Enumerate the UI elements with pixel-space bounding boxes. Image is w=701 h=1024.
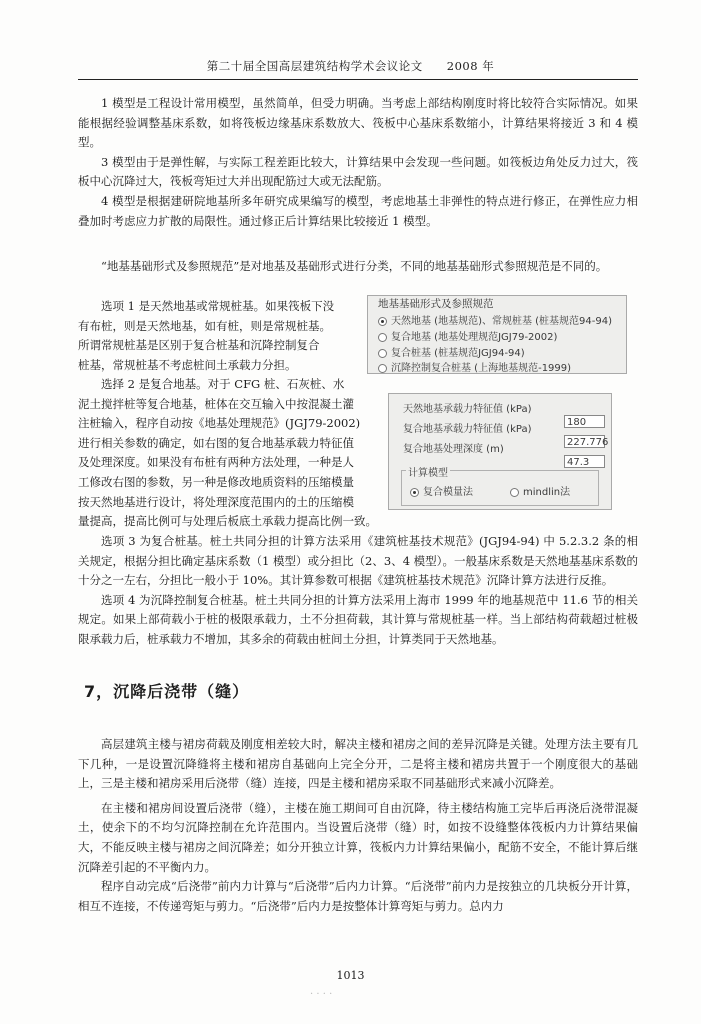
text-line: 有布桩，则是天然地基，如有桩，则是常规桩基。 — [78, 318, 331, 333]
field-label: 天然地基承载力特征值 (kPa) — [403, 404, 532, 415]
footer-watermark: · · · · — [310, 989, 333, 1000]
header-year: 2008 年 — [446, 59, 495, 73]
composite-foundation-dialog — [388, 393, 612, 510]
paragraph: 在主楼和裙房间设置后浇带（缝），主楼在施工期间可自由沉降，待主楼结构施工完毕后再浇后浇带混凝土，使余下的不均匀沉降控制在允许范围内。当设置后浇带（缝）时，如按不设缝整体筏板内力计算结果偏大，不能反映主楼与裙房之间沉降差；如分开独立计算，筏板内力计算结果偏小，配筋不安全，不能计算后继沉降差引起的不平衡内力。 — [78, 800, 638, 874]
radio-icon[interactable] — [378, 349, 387, 358]
text-line: 量提高，提高比例可与处理后板底土承载力提高比例一致。 — [78, 514, 377, 529]
foundation-paragraph — [78, 257, 638, 277]
radio-selected-icon[interactable] — [410, 488, 419, 497]
header-rule — [78, 79, 638, 80]
option2-text — [78, 375, 378, 532]
paragraph: 3 模型由于是弹性解，与实际工程差距比较大，计算结果中会发现一些问题。如筏板边角处反力过大，筏板中心沉降过大，筏板弯矩过大并出现配筋过大或无法配筋。 — [78, 154, 638, 189]
paragraph: 4 模型是根据建研院地基所多年研究成果编写的模型，考虑地基土非弹性的特点进行修正，在弹性应力相叠加时考虑应力扩散的局限性。通过修正后计算结果比较接近 1 模型。 — [78, 193, 638, 228]
radio-model-composite-modulus[interactable]: 复合模量法 — [410, 483, 473, 497]
text-line: 选择 2 是复合地基。对于 CFG 桩、石灰桩、水 — [101, 377, 345, 391]
paragraph: 选项 3 为复合桩基。桩土共同分担的计算方法采用《建筑桩基技术规范》(JGJ94-94) 中 5.2.3.2 条的相关规定，根据分担比确定基床系数（1 模型）或分担比（2、3、4 模型）。一般基床系数是天然地基基床系数的十分之一左右，分担比一般小于 10%。其计算参数可根据《建筑桩基技术规范》沉降计算方法进行反推。 — [78, 534, 638, 588]
radio-icon[interactable] — [378, 333, 387, 342]
dialog-title: 地基基础形式及参照规范 — [378, 298, 494, 310]
field-treatment-depth — [403, 440, 590, 468]
text-line: 泥土搅拌桩等复合地基，桩体在交互输入中按混凝土灌 — [78, 396, 354, 411]
foundation-type-dialog — [367, 295, 627, 374]
text-line: 选项 1 是天然地基或常规桩基。如果筏板下没 — [101, 299, 335, 313]
radio-option-composite-foundation[interactable]: 复合地基 (地基处理规范JGJ79-2002) — [378, 328, 557, 342]
text-line: 进行相关参数的确定，如右图的复合地基承载力特征值 — [78, 435, 354, 450]
paragraph: “地基基础形式及参照规范”是对地基及基础形式进行分类，不同的地基基础形式参照规范是不同的。 — [101, 259, 608, 273]
radio-option-natural[interactable]: 天然地基 (地基规范)、常规桩基 (桩基规范94-94) — [378, 312, 612, 326]
composite-capacity-input[interactable]: 227.776 — [564, 435, 605, 448]
radio-selected-icon[interactable] — [378, 317, 387, 326]
field-label: 复合地基承载力特征值 (kPa) — [403, 424, 532, 435]
text-line: 按天然地基进行设计，将处理深度范围内的土的压缩模 — [78, 494, 354, 509]
page-number: 1013 — [336, 969, 365, 982]
calc-model-group — [401, 470, 599, 506]
radio-model-mindlin[interactable]: mindlin法 — [510, 483, 570, 497]
settlement-paragraphs — [78, 735, 638, 916]
text-line: 工修改右图的参数，另一种是修改地质资料的压缩模量 — [78, 474, 354, 489]
radio-option-composite-pile[interactable]: 复合桩基 (桩基规范JGJ94-94) — [378, 344, 525, 358]
radio-icon[interactable] — [378, 364, 387, 373]
radio-icon[interactable] — [510, 488, 519, 497]
section-heading: 7，沉降后浇带（缝） — [84, 682, 250, 701]
natural-capacity-input[interactable]: 180 — [564, 415, 605, 428]
intro-paragraphs — [78, 94, 638, 231]
paragraph: 1 模型是工程设计常用模型，虽然简单，但受力明确。当考虑上部结构刚度时将比较符合实际情况。如果能根据经验调整基床系数，如将筏板边缘基床系数放大、筏板中心基床系数缩小，计算结果将接近 3 和 4 模型。 — [78, 96, 638, 150]
text-line: 注桩输入，程序自动按《地基处理规范》(JGJ79-2002) — [78, 416, 361, 431]
text-line: 及处理深度。如果没有布桩有两种方法处理，一种是人 — [78, 455, 354, 470]
paragraph: 程序自动完成“后浇带”前内力计算与“后浇带”后内力计算。“后浇带”前内力是按独立的几块板分开计算，相互不连接，不传递弯矩与剪力。“后浇带”后内力是按整体计算弯矩与剪力。总内力 — [78, 879, 638, 913]
treatment-depth-input[interactable]: 47.3 — [564, 455, 605, 468]
header-title: 第二十届全国高层建筑结构学术会议论文 — [206, 59, 423, 73]
field-natural-capacity — [403, 400, 587, 428]
option1-text — [78, 297, 358, 375]
paragraph: 选项 4 为沉降控制复合桩基。桩土共同分担的计算方法采用上海市 1999 年的地基规范中 11.6 节的相关规定。如果上部荷载小于桩的极限承载力，土不分担荷载，其计算与常规桩基一样。当上部结构荷载超过桩极限承载力后，桩承载力不增加，其多余的荷载由桩间土分担，计算类同于天然地基。 — [78, 592, 638, 646]
running-header — [0, 58, 701, 74]
text-line: 桩基，常规桩基不考虑桩间土承载力分担。 — [78, 357, 297, 372]
group-title: 计算模型 — [406, 464, 450, 479]
paragraph: 高层建筑主楼与裙房荷载及刚度相差较大时，解决主楼和裙房之间的差异沉降是关键。处理方法主要有几下几种，一是设置沉降缝将主楼和裙房自基础向上完全分开，二是将主楼和裙房共置于一个刚度很大的基础上，三是主楼和裙房采用后浇带（缝）连接，四是主楼和裙房采取不同基础形式来减小沉降差。 — [78, 737, 638, 791]
option-paragraphs — [78, 532, 638, 650]
radio-option-settlement-control[interactable]: 沉降控制复合桩基 (上海地基规范-1999) — [378, 359, 571, 373]
text-line: 所谓常规桩基是区别于复合桩基和沉降控制复合 — [78, 338, 320, 353]
field-label: 复合地基处理深度 (m) — [403, 444, 504, 455]
